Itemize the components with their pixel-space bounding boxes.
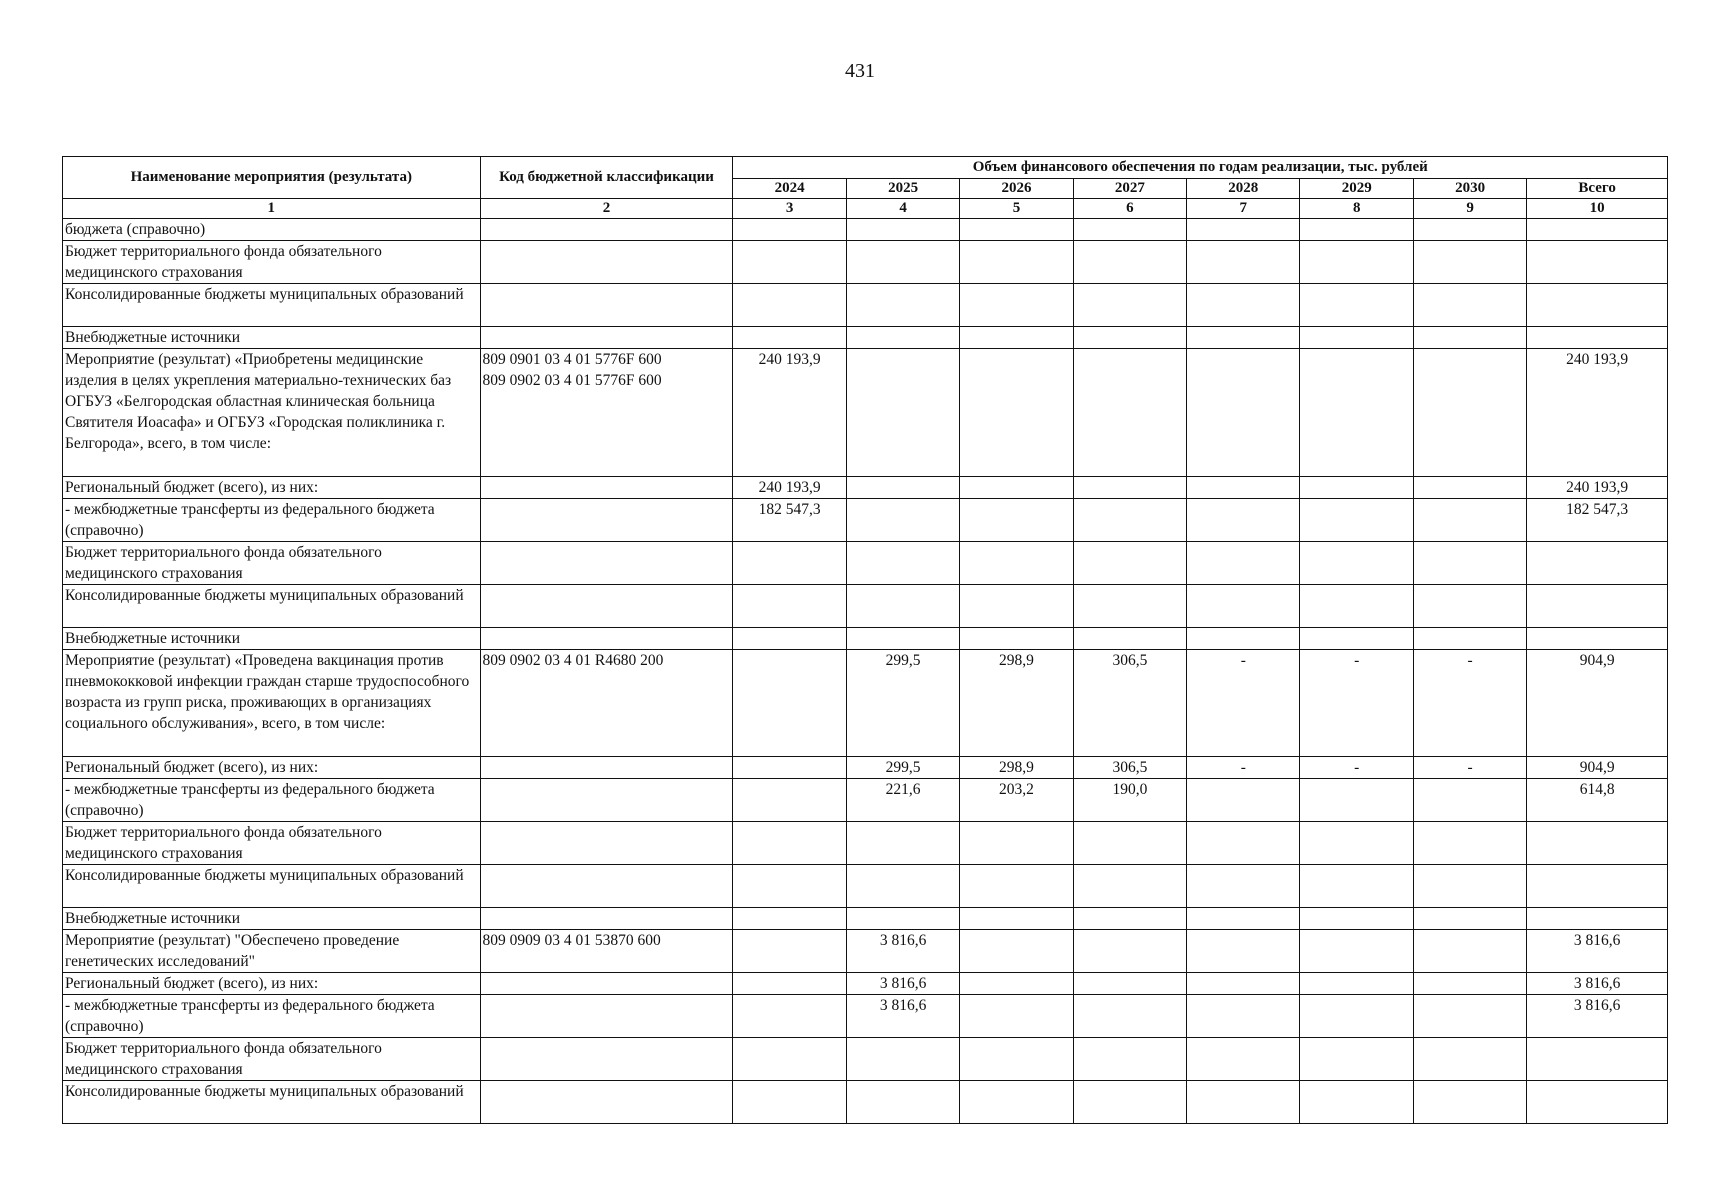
year-value-cell (733, 284, 846, 327)
year-value-cell (1413, 908, 1526, 930)
budget-code (480, 284, 733, 327)
total-cell (1527, 1038, 1668, 1081)
header-year: 2028 (1187, 179, 1300, 199)
year-value-cell (733, 219, 846, 241)
year-value-cell (1187, 241, 1300, 284)
year-value-cell (1413, 219, 1526, 241)
column-number: 2 (480, 199, 733, 219)
year-value-cell (960, 542, 1073, 585)
budget-code: 809 0909 03 4 01 53870 600 (480, 930, 733, 973)
table-row (63, 349, 1668, 477)
year-value-cell (1187, 499, 1300, 542)
column-number: 4 (846, 199, 959, 219)
year-value-cell (1187, 349, 1300, 477)
column-number: 8 (1300, 199, 1413, 219)
header-year: 2030 (1413, 179, 1526, 199)
year-value-cell (846, 542, 959, 585)
row-name: - межбюджетные трансферты из федерального бюджета (справочно) (63, 499, 481, 542)
header-year: 2029 (1300, 179, 1413, 199)
table-row (63, 1081, 1668, 1124)
year-value-cell (1413, 477, 1526, 499)
year-value-cell: 3 816,6 (846, 995, 959, 1038)
year-value-cell (1300, 628, 1413, 650)
column-number: 3 (733, 199, 846, 219)
year-value-cell (1187, 822, 1300, 865)
table-row (63, 930, 1668, 973)
table-row (63, 973, 1668, 995)
year-value-cell (1187, 542, 1300, 585)
year-value-cell (846, 822, 959, 865)
year-value-cell (846, 628, 959, 650)
year-value-cell (1187, 219, 1300, 241)
year-value-cell (960, 499, 1073, 542)
budget-code (480, 542, 733, 585)
year-value-cell (1073, 822, 1186, 865)
budget-code (480, 973, 733, 995)
row-name: Бюджет территориального фонда обязательного медицинского страхования (63, 542, 481, 585)
year-value-cell (1300, 973, 1413, 995)
table-row (63, 477, 1668, 499)
year-value-cell (1300, 327, 1413, 349)
row-name: Консолидированные бюджеты муниципальных образований (63, 865, 481, 908)
year-value-cell (1073, 499, 1186, 542)
year-value-cell (960, 585, 1073, 628)
total-cell: 3 816,6 (1527, 973, 1668, 995)
year-value-cell (1073, 1081, 1186, 1124)
table-row (63, 542, 1668, 585)
year-value-cell (733, 542, 846, 585)
table-row (63, 779, 1668, 822)
budget-code (480, 1081, 733, 1124)
year-value-cell (1073, 973, 1186, 995)
year-value-cell (960, 241, 1073, 284)
year-value-cell: - (1187, 650, 1300, 757)
year-value-cell (1413, 542, 1526, 585)
year-value-cell (733, 650, 846, 757)
year-value-cell (1073, 241, 1186, 284)
row-name: Мероприятие (результат) «Проведена вакцинация против пневмококковой инфекции граждан старше трудоспособного возраста из групп риска, проживающих в организациях социального обслуживания», всего, в том числе: (63, 650, 481, 757)
year-value-cell (846, 499, 959, 542)
year-value-cell (733, 930, 846, 973)
header-year: 2026 (960, 179, 1073, 199)
year-value-cell: - (1300, 650, 1413, 757)
total-cell: 904,9 (1527, 757, 1668, 779)
budget-code (480, 757, 733, 779)
year-value-cell (1300, 930, 1413, 973)
year-value-cell (733, 241, 846, 284)
year-value-cell: 221,6 (846, 779, 959, 822)
table-row (63, 499, 1668, 542)
year-value-cell (1413, 865, 1526, 908)
total-cell (1527, 822, 1668, 865)
year-value-cell (960, 1038, 1073, 1081)
year-value-cell (1413, 995, 1526, 1038)
column-number: 9 (1413, 199, 1526, 219)
year-value-cell (846, 477, 959, 499)
budget-code (480, 779, 733, 822)
year-value-cell (1300, 908, 1413, 930)
year-value-cell (1413, 499, 1526, 542)
year-value-cell (960, 349, 1073, 477)
year-value-cell (1300, 779, 1413, 822)
year-value-cell: 299,5 (846, 650, 959, 757)
year-value-cell: 306,5 (1073, 757, 1186, 779)
header-total: Всего (1527, 179, 1668, 199)
year-value-cell: 190,0 (1073, 779, 1186, 822)
budget-code (480, 499, 733, 542)
year-value-cell (733, 995, 846, 1038)
budget-code: 809 0902 03 4 01 R4680 200 (480, 650, 733, 757)
year-value-cell (1073, 585, 1186, 628)
row-name: Внебюджетные источники (63, 327, 481, 349)
total-cell: 904,9 (1527, 650, 1668, 757)
total-cell (1527, 241, 1668, 284)
row-name: Внебюджетные источники (63, 628, 481, 650)
budget-code (480, 585, 733, 628)
table-row (63, 757, 1668, 779)
row-name: бюджета (справочно) (63, 219, 481, 241)
year-value-cell (960, 930, 1073, 973)
year-value-cell (960, 865, 1073, 908)
column-number: 6 (1073, 199, 1186, 219)
year-value-cell (1187, 477, 1300, 499)
year-value-cell: 203,2 (960, 779, 1073, 822)
year-value-cell (1187, 1038, 1300, 1081)
total-cell (1527, 542, 1668, 585)
year-value-cell (846, 1038, 959, 1081)
table-row (63, 327, 1668, 349)
year-value-cell (733, 865, 846, 908)
year-value-cell (1300, 585, 1413, 628)
budget-code (480, 1038, 733, 1081)
row-name: Консолидированные бюджеты муниципальных образований (63, 585, 481, 628)
year-value-cell: 240 193,9 (733, 349, 846, 477)
header-year: 2025 (846, 179, 959, 199)
row-name: Региональный бюджет (всего), из них: (63, 477, 481, 499)
year-value-cell (1413, 822, 1526, 865)
year-value-cell (960, 1081, 1073, 1124)
year-value-cell (733, 973, 846, 995)
table-row (63, 241, 1668, 284)
row-name: Мероприятие (результат) "Обеспечено проведение генетических исследований" (63, 930, 481, 973)
year-value-cell: 298,9 (960, 757, 1073, 779)
year-value-cell (1073, 930, 1186, 973)
year-value-cell (846, 284, 959, 327)
year-value-cell: - (1187, 757, 1300, 779)
budget-code (480, 241, 733, 284)
budget-table (62, 156, 1668, 1124)
total-cell (1527, 865, 1668, 908)
column-number: 7 (1187, 199, 1300, 219)
year-value-cell (733, 908, 846, 930)
year-value-cell (1187, 327, 1300, 349)
year-value-cell (1073, 628, 1186, 650)
year-value-cell (1073, 284, 1186, 327)
budget-code (480, 865, 733, 908)
year-value-cell (1413, 628, 1526, 650)
year-value-cell: 298,9 (960, 650, 1073, 757)
total-cell (1527, 585, 1668, 628)
table-row (63, 585, 1668, 628)
year-value-cell (960, 908, 1073, 930)
year-value-cell (1073, 542, 1186, 585)
year-value-cell: - (1413, 650, 1526, 757)
year-value-cell (960, 973, 1073, 995)
year-value-cell (846, 241, 959, 284)
table-row (63, 628, 1668, 650)
header-code: Код бюджетной классификации (480, 157, 733, 199)
year-value-cell (960, 477, 1073, 499)
year-value-cell (1073, 1038, 1186, 1081)
year-value-cell (1187, 908, 1300, 930)
year-value-cell (1073, 908, 1186, 930)
year-value-cell: 299,5 (846, 757, 959, 779)
year-value-cell (1187, 779, 1300, 822)
year-value-cell: 306,5 (1073, 650, 1186, 757)
table-row (63, 650, 1668, 757)
row-name: - межбюджетные трансферты из федерального бюджета (справочно) (63, 995, 481, 1038)
year-value-cell (733, 628, 846, 650)
budget-code (480, 995, 733, 1038)
total-cell (1527, 628, 1668, 650)
year-value-cell (960, 822, 1073, 865)
total-cell (1527, 219, 1668, 241)
year-value-cell (1413, 241, 1526, 284)
year-value-cell (1187, 585, 1300, 628)
total-cell: 240 193,9 (1527, 477, 1668, 499)
table-row (63, 219, 1668, 241)
year-value-cell (846, 1081, 959, 1124)
year-value-cell (1187, 284, 1300, 327)
year-value-cell (1300, 499, 1413, 542)
year-value-cell (1073, 349, 1186, 477)
row-name: Внебюджетные источники (63, 908, 481, 930)
year-value-cell (1187, 995, 1300, 1038)
budget-code (480, 908, 733, 930)
row-name: Консолидированные бюджеты муниципальных образований (63, 1081, 481, 1124)
year-value-cell (1187, 973, 1300, 995)
row-name: Бюджет территориального фонда обязательного медицинского страхования (63, 1038, 481, 1081)
year-value-cell (1073, 327, 1186, 349)
year-value-cell (1413, 1081, 1526, 1124)
year-value-cell (1413, 585, 1526, 628)
year-value-cell (1413, 327, 1526, 349)
total-cell: 614,8 (1527, 779, 1668, 822)
year-value-cell (960, 995, 1073, 1038)
year-value-cell (1300, 1038, 1413, 1081)
year-value-cell (1413, 779, 1526, 822)
total-cell (1527, 327, 1668, 349)
year-value-cell: 3 816,6 (846, 973, 959, 995)
year-value-cell (1187, 930, 1300, 973)
year-value-cell (1187, 865, 1300, 908)
year-value-cell (1413, 284, 1526, 327)
row-name: Бюджет территориального фонда обязательного медицинского страхования (63, 241, 481, 284)
budget-code (480, 822, 733, 865)
row-name: - межбюджетные трансферты из федерального бюджета (справочно) (63, 779, 481, 822)
year-value-cell (1187, 1081, 1300, 1124)
column-number: 5 (960, 199, 1073, 219)
year-value-cell (1073, 865, 1186, 908)
year-value-cell (846, 327, 959, 349)
page-number: 431 (845, 60, 875, 82)
budget-code (480, 327, 733, 349)
year-value-cell: 3 816,6 (846, 930, 959, 973)
year-value-cell (1300, 349, 1413, 477)
total-cell (1527, 284, 1668, 327)
year-value-cell (960, 628, 1073, 650)
column-number: 10 (1527, 199, 1668, 219)
year-value-cell (733, 1038, 846, 1081)
year-value-cell (1413, 1038, 1526, 1081)
year-value-cell (1187, 628, 1300, 650)
year-value-cell (846, 219, 959, 241)
year-value-cell (733, 779, 846, 822)
year-value-cell (1413, 973, 1526, 995)
total-cell: 3 816,6 (1527, 995, 1668, 1038)
year-value-cell (960, 327, 1073, 349)
year-value-cell (1300, 865, 1413, 908)
year-value-cell (846, 908, 959, 930)
year-value-cell (1300, 995, 1413, 1038)
year-value-cell (1300, 284, 1413, 327)
row-name: Региональный бюджет (всего), из них: (63, 973, 481, 995)
year-value-cell (1300, 241, 1413, 284)
table-row (63, 822, 1668, 865)
budget-code (480, 477, 733, 499)
table-row (63, 1038, 1668, 1081)
year-value-cell: 240 193,9 (733, 477, 846, 499)
year-value-cell (1300, 822, 1413, 865)
year-value-cell (1073, 477, 1186, 499)
row-name: Мероприятие (результат) «Приобретены медицинские изделия в целях укрепления материально-технических баз ОГБУЗ «Белгородская областная клиническая больница Святителя Иоасафа» и ОГБУЗ «Городская поликлиника г. Белгорода», всего, в том числе: (63, 349, 481, 477)
year-value-cell: - (1300, 757, 1413, 779)
row-name: Бюджет территориального фонда обязательного медицинского страхования (63, 822, 481, 865)
year-value-cell (1300, 542, 1413, 585)
table-row (63, 284, 1668, 327)
table-row (63, 865, 1668, 908)
budget-code: 809 0901 03 4 01 5776F 600 809 0902 03 4 01 5776F 600 (480, 349, 733, 477)
total-cell: 240 193,9 (1527, 349, 1668, 477)
total-cell: 182 547,3 (1527, 499, 1668, 542)
year-value-cell (960, 219, 1073, 241)
total-cell (1527, 908, 1668, 930)
header-year: 2027 (1073, 179, 1186, 199)
year-value-cell (846, 585, 959, 628)
year-value-cell (1073, 995, 1186, 1038)
year-value-cell (733, 585, 846, 628)
year-value-cell (846, 865, 959, 908)
header-year: 2024 (733, 179, 846, 199)
column-number: 1 (63, 199, 481, 219)
year-value-cell (960, 284, 1073, 327)
budget-code (480, 628, 733, 650)
year-value-cell (1413, 349, 1526, 477)
total-cell (1527, 1081, 1668, 1124)
table-row (63, 908, 1668, 930)
year-value-cell (1300, 477, 1413, 499)
year-value-cell (733, 757, 846, 779)
year-value-cell (1413, 930, 1526, 973)
year-value-cell: - (1413, 757, 1526, 779)
table-row (63, 995, 1668, 1038)
header-volume: Объем финансового обеспечения по годам реализации, тыс. рублей (733, 157, 1668, 179)
year-value-cell (846, 349, 959, 477)
year-value-cell (733, 1081, 846, 1124)
row-name: Региональный бюджет (всего), из них: (63, 757, 481, 779)
total-cell: 3 816,6 (1527, 930, 1668, 973)
budget-code (480, 219, 733, 241)
row-name: Консолидированные бюджеты муниципальных образований (63, 284, 481, 327)
year-value-cell: 182 547,3 (733, 499, 846, 542)
year-value-cell (1073, 219, 1186, 241)
year-value-cell (733, 327, 846, 349)
year-value-cell (1300, 219, 1413, 241)
year-value-cell (1300, 1081, 1413, 1124)
year-value-cell (733, 822, 846, 865)
header-name: Наименование мероприятия (результата) (63, 157, 481, 199)
